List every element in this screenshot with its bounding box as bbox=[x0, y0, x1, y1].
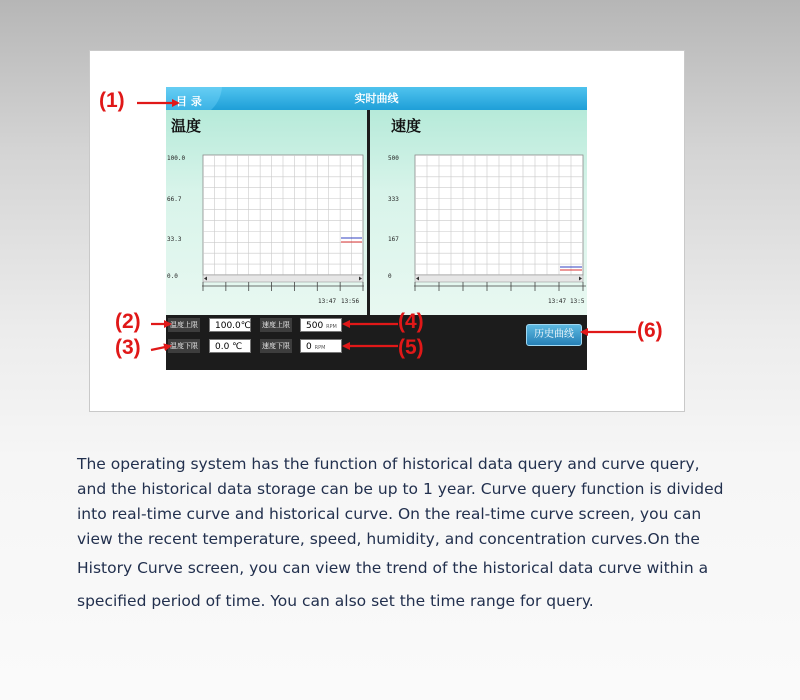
callout-4: (4) bbox=[398, 310, 424, 333]
menu-label: 目 录 bbox=[176, 95, 202, 108]
time-tick-label: 13:56 bbox=[341, 298, 360, 305]
y-tick-label: 0.0 bbox=[167, 273, 178, 280]
history-curve-button[interactable]: 历史曲线 bbox=[526, 324, 582, 346]
callout-arrow-3 bbox=[151, 346, 170, 350]
speed-upper-value: 500 bbox=[306, 321, 324, 331]
temp-lower-input[interactable]: 0.0 ℃ bbox=[209, 339, 251, 353]
speed-lower-label: 速度下限 bbox=[260, 339, 292, 353]
y-tick-label: 500 bbox=[388, 155, 399, 162]
screen-title: 实时曲线 bbox=[354, 92, 399, 105]
callout-6: (6) bbox=[637, 319, 663, 342]
temp-lower-label: 温度下限 bbox=[168, 339, 200, 353]
temperature-title: 温度 bbox=[171, 117, 202, 135]
temp-upper-label: 温度上限 bbox=[168, 318, 200, 332]
callout-1: (1) bbox=[99, 89, 125, 112]
y-tick-label: 33.3 bbox=[167, 236, 182, 243]
speed-title: 速度 bbox=[391, 117, 422, 135]
speed-upper-label: 速度上限 bbox=[260, 318, 292, 332]
description-line: History Curve screen, you can view the trend of the historical data curve within a bbox=[77, 559, 709, 577]
description-line: view the recent temperature, speed, humidity, and concentration curves.On the bbox=[77, 530, 700, 548]
description-line: The operating system has the function of historical data query and curve query, bbox=[77, 455, 700, 473]
time-tick-label: 13:5 bbox=[570, 298, 585, 305]
description-line: into real-time curve and historical curve. On the real-time curve screen, you can bbox=[77, 505, 702, 523]
temp-upper-value: 100.0 bbox=[215, 321, 241, 331]
callout-2: (2) bbox=[115, 310, 141, 333]
y-tick-label: 66.7 bbox=[167, 196, 182, 203]
y-tick-label: 333 bbox=[388, 196, 399, 203]
description-line: specified period of time. You can also set the time range for query. bbox=[77, 592, 594, 610]
y-tick-label: 167 bbox=[388, 236, 399, 243]
y-tick-label: 0 bbox=[388, 273, 392, 280]
speed-lower-value: 0 bbox=[306, 342, 312, 352]
time-tick-label: 13:47 bbox=[318, 298, 337, 305]
temp-upper-unit: ℃ bbox=[240, 321, 251, 331]
callout-3: (3) bbox=[115, 336, 141, 359]
time-tick-label: 13:47 bbox=[548, 298, 567, 305]
y-tick-label: 100.0 bbox=[167, 155, 186, 162]
speed-upper-unit: RPM bbox=[326, 324, 337, 330]
speed-lower-unit: RPM bbox=[314, 345, 326, 351]
description-text bbox=[77, 452, 767, 618]
description-line: and the historical data storage can be up to 1 year. Curve query function is divided bbox=[77, 480, 724, 498]
callout-5: (5) bbox=[398, 336, 424, 359]
